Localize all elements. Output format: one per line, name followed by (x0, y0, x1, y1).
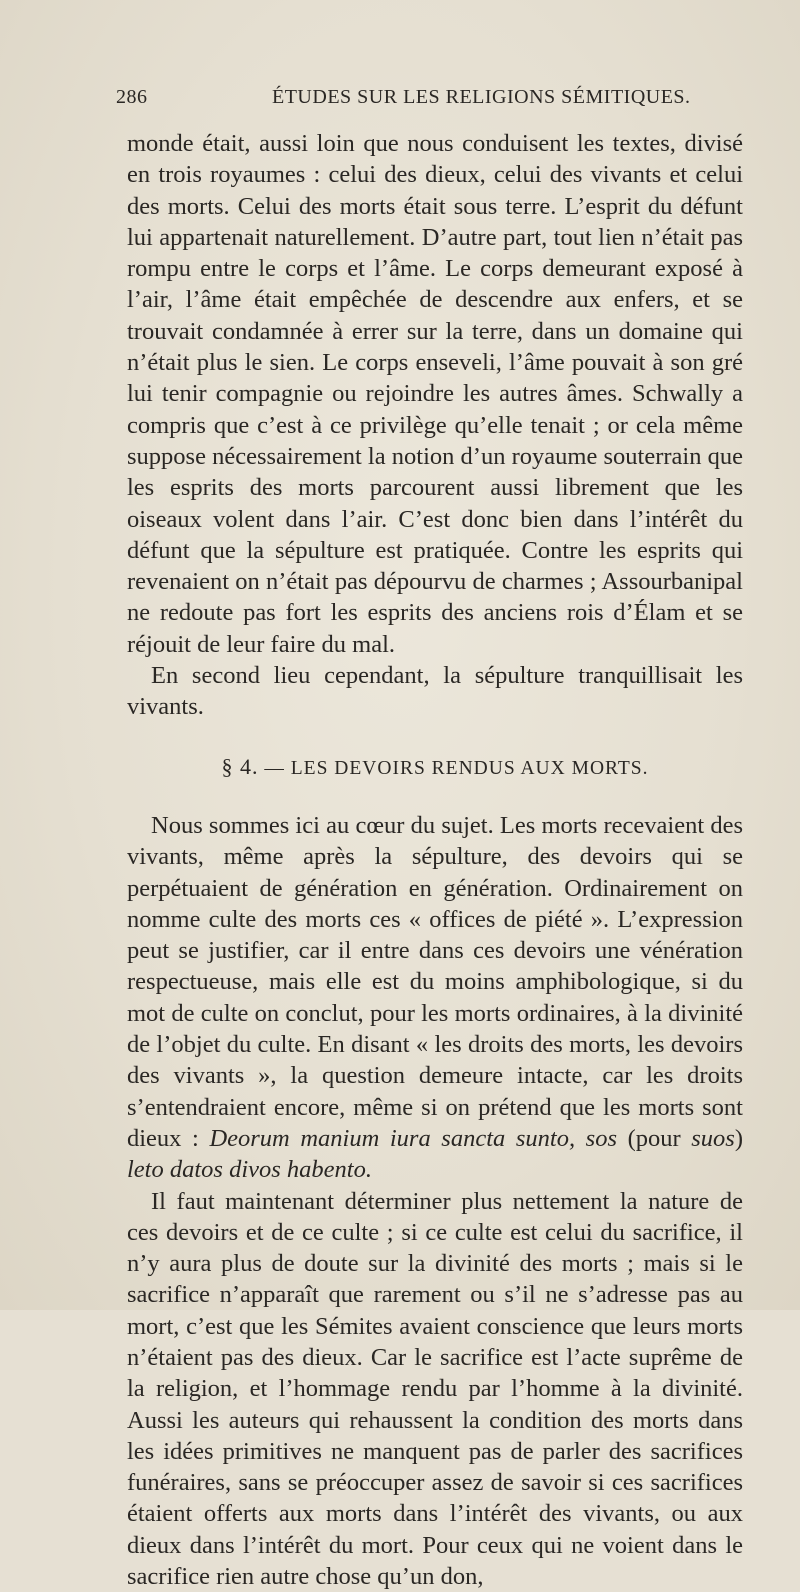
page-number: 286 (116, 86, 148, 109)
paragraph-4: Il faut maintenant déterminer plus nettement la nature de ces devoirs et de ce culte ; si ce culte est celui du sacrifice, il n’y aura plus de doute sur la divinité des morts ; mais si le sacrifice n’apparaît que rarement ou s’il ne s’adresse pas au mort, c’est que les Sémites avaient conscience que leurs morts n’étaient pas des dieux. Car le sacrifice est l’acte suprême de la religion, et l’hommage rendu par l’homme à la divinité. Aussi les auteurs qui rehaussent la condition des morts dans les idées primitives ne manquent pas de parler des sacrifices funéraires, sans se préoccuper assez de savoir si ces sacrifices étaient offerts aux morts dans l’intérêt des vivants, ou aux dieux dans l’intérêt du mort. Pour ceux qui ne voient dans le sacrifice rien autre chose qu’un don, (127, 1186, 743, 1592)
paragraph-1: monde était, aussi loin que nous conduisent les textes, divisé en trois royaumes : celui des dieux, celui des vivants et celui des morts. Celui des morts était sous terre. L’esprit du défunt lui appartenait naturellement. D’autre part, tout lien n’était pas rompu entre le corps et l’âme. Le corps demeurant exposé à l’air, l’âme était empêchée de descendre aux enfers, et se trouvait condamnée à errer sur la terre, dans un domaine qui n’était plus le sien. Le corps enseveli, l’âme pouvait à son gré lui tenir compagnie ou rejoindre les autres âmes. Schwally a compris que c’est à ce privilège qu’elle tenait ; or cela même suppose nécessairement la notion d’un royaume souterrain que les esprits des morts parcourent aussi librement que les oiseaux volent dans l’air. C’est donc bien dans l’intérêt du défunt que la sépulture est pratiquée. Contre les esprits qui revenaient on n’était pas dépourvu de charmes ; Assourbanipal ne redoute pas fort les esprits des anciens rois d’Élam et se réjouit de leur faire du mal. (127, 128, 743, 660)
paragraph-3-text: Nous sommes ici au cœur du sujet. Les morts recevaient des vivants, même après la sépulture, des devoirs qui se perpétuaient de génération en génération. Ordinairement on nomme culte des morts ces « offices de piété ». L’expression peut se justifier, car il entre dans ces devoirs une vénération respectueuse, mais elle est du moins amphibologique, si du mot de culte on conclut, pour les morts ordinaires, à la divinité de l’objet du culte. En disant « les droits des morts, les devoirs des vivants », la question demeure intacte, car les droits s’entendraient encore, même si on prétend que les morts sont dieux : (127, 812, 743, 1152)
paragraph-3-mid: (pour (617, 1125, 691, 1152)
running-title: ÉTUDES SUR LES RELIGIONS SÉMITIQUES. (272, 86, 691, 109)
page-header (116, 86, 736, 116)
body-text (127, 128, 743, 1592)
section-title: — LES DEVOIRS RENDUS AUX MORTS. (264, 758, 648, 779)
section-number: § 4. (222, 754, 259, 779)
paragraph-2: En second lieu cependant, la sépulture tranquillisait les vivants. (127, 660, 743, 723)
paragraph-3 (127, 810, 743, 1186)
latin-quote-1: Deorum manium iura sancta sunto, sos (209, 1125, 617, 1152)
latin-suos: suos (691, 1125, 735, 1152)
paragraph-3-close: ) (735, 1125, 743, 1152)
latin-quote-2: leto datos divos habento. (127, 1156, 372, 1183)
section-heading (127, 751, 743, 784)
